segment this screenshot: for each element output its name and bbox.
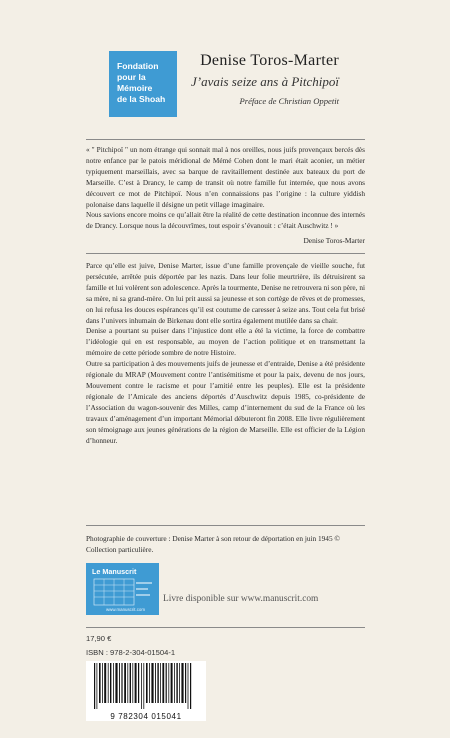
availability-text: Livre disponible sur www.manuscrit.com	[163, 594, 319, 604]
quote-paragraph: Nous savions encore moins ce qu’allait être la réalité de cette destination inconnue des internés de Drancy. Lorsque nous la découvrîmes, tout espoir s’évanouit : c’était Auschwitz ! »	[86, 210, 365, 231]
publisher-logo-text: Le Manuscrit	[92, 567, 137, 576]
publisher-logo	[86, 563, 159, 615]
book-title: J’avais seize ans à Pitchipoï	[190, 74, 339, 89]
divider-bottom	[86, 525, 365, 526]
body-paragraph: Parce qu’elle est juive, Denise Marter, issue d’une famille provençale de vieille souche, fut persécutée, arrêtée puis déportée par les nazis. Dans leur folie meurtrière, ils détruisirent sa famille et lui volèrent son adolescence. Après la tourmente, Denise ne retrouvera ni son père, ni sa mère, ni sa grand-mère. On lui prit aussi sa jeunesse et son cortège de rêves et de promesses, on lui refusa les douces espérances qu’il est coutume de caresser à seize ans. Tout cela fut brisé dans l’univers inhumain de Birkenau dont elle sortira également mutilée dans sa chair.	[86, 261, 365, 325]
preface-credit: Préface de Christian Oppetit	[239, 96, 339, 106]
fondation-line: de la Shoah	[117, 94, 166, 104]
barcode-bars-icon	[86, 661, 206, 711]
fondation-line: Fondation	[117, 61, 159, 71]
barcode	[86, 661, 206, 721]
divider-footer	[86, 627, 365, 628]
fondation-line: pour la	[117, 72, 146, 82]
barcode-digits: 9 782304 015041	[110, 712, 182, 721]
publisher-logo-url: www.manuscrit.com	[106, 607, 146, 612]
divider-top	[86, 139, 365, 140]
author-name: Denise Toros-Marter	[200, 52, 339, 69]
fondation-logo	[109, 51, 177, 117]
price: 17,90 €	[86, 634, 112, 643]
photo-credit: Photographie de couverture : Denise Marter à son retour de déportation en juin 1945 © Collection particulière.	[86, 534, 340, 554]
isbn: ISBN : 978-2-304-01504-1	[86, 648, 176, 657]
quote-paragraph: « " Pitchipoï " un nom étrange qui sonnait mal à nos oreilles, nous juifs provençaux bercés dès notre enfance par le patois méridional de Mémé Cohen dont le mari était aconier, un métier typiquement marseillais, avec sa barque de ravitaillement destinée aux bateaux du port de Marseille. C’est à Drancy, le camp de transit où notre famille fut internée, que nous avons découvert ce mot de Pitchipoï. Nous n’en connaissions pas l’origine : la culture yiddish polonaise dans laquelle il désigne un petit village imaginaire.	[86, 145, 365, 209]
fondation-line: Mémoire	[117, 83, 153, 93]
quote-block	[86, 145, 365, 232]
body-paragraph: Denise a pourtant su puiser dans l’injustice dont elle a été la victime, la force de combattre l’idéologie qui en est responsable, au moyen de l’action politique et en transmettant la mémoire de cette période sombre de notre Histoire.	[86, 326, 365, 358]
body-text	[86, 261, 365, 446]
divider-middle	[86, 253, 365, 254]
body-paragraph: Outre sa participation à des mouvements juifs de jeunesse et d’entraide, Denise a été présidente régionale du MRAP (Mouvement contre l’antisémitisme et pour la paix, devenu de nos jours, Mouvement contre le racisme et pour l’amitié entre les peuples). Elle est la présidente régionale de l’Amicale des anciens déportés d’Auschwitz depuis 1985, co-présidente de l’Association du wagon-souvenir des Milles, camp d’internement du sud de la France où les travaux d’aménagement d’un important Mémorial débuteront fin 2008. Elle livre régulièrement son témoignage aux jeunes générations de la région de Marseille. Elle est officier de la Légion d’honneur.	[86, 359, 365, 445]
quote-signature: Denise Toros-Marter	[303, 236, 365, 245]
